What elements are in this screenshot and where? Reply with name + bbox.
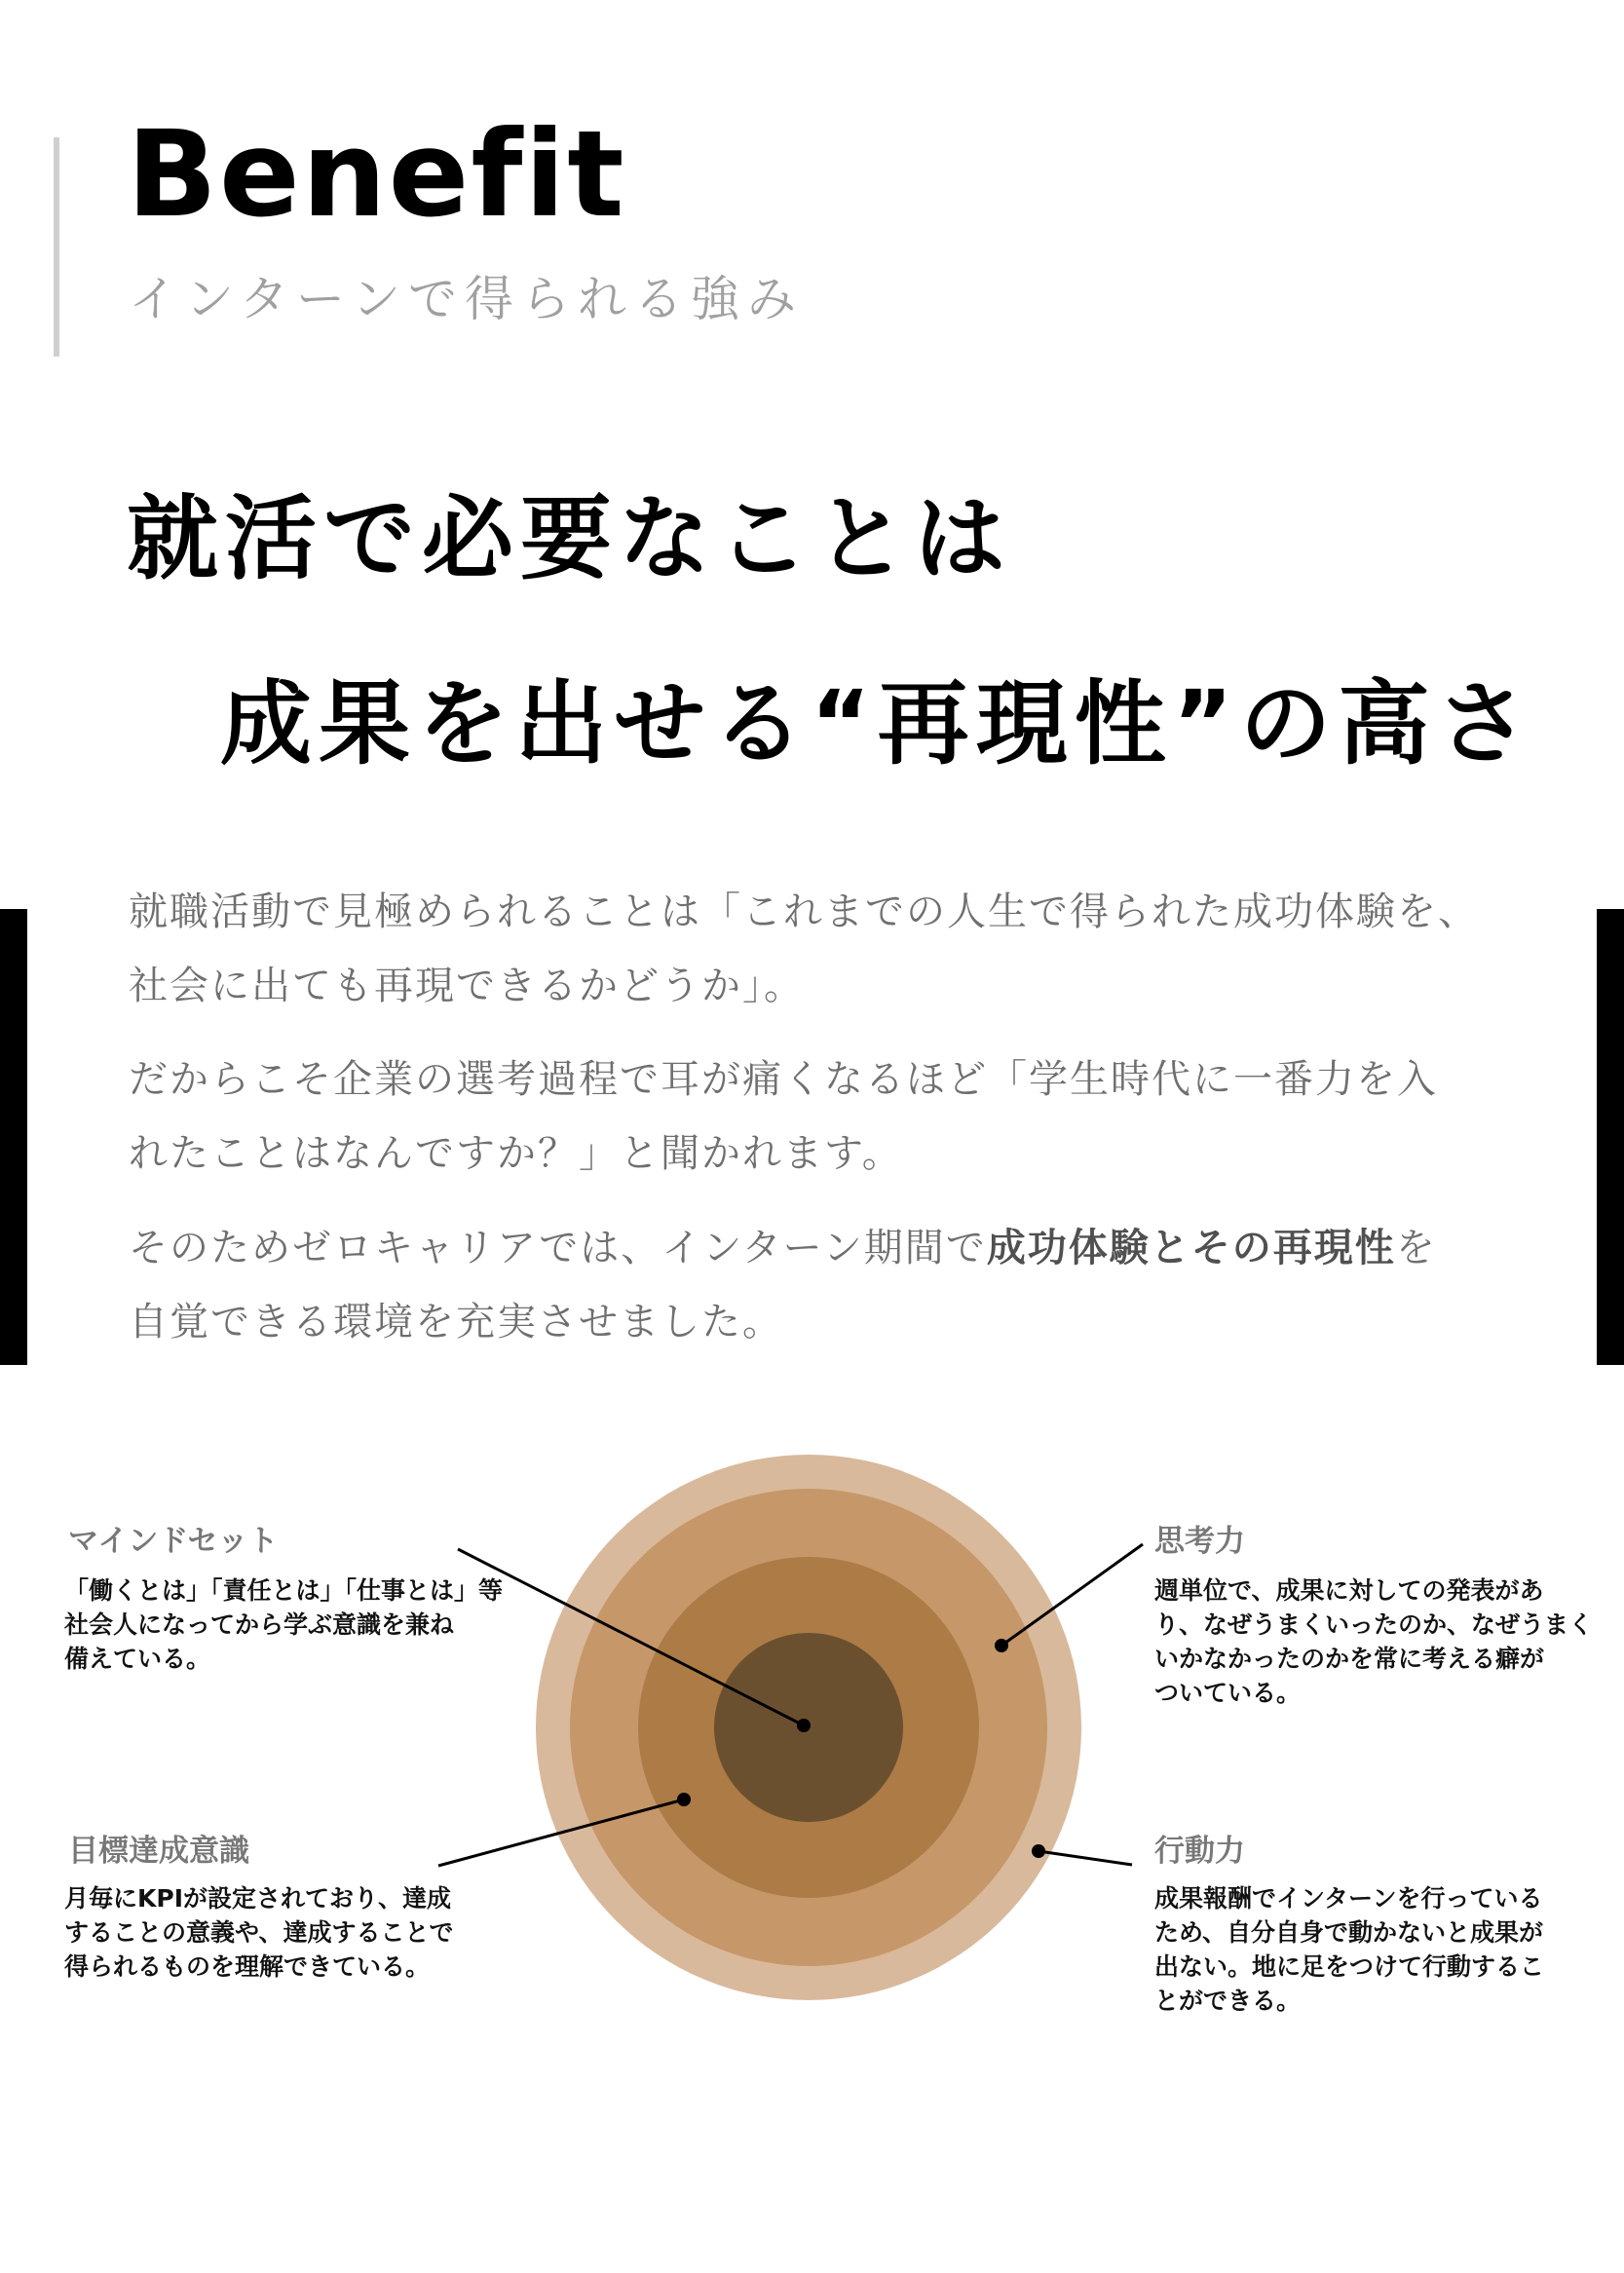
- body-paragraph-3: [129, 1211, 1512, 1359]
- paragraph-line: 就職活動で見極められることは「これまでの人生で得られた成功体験を、: [129, 890, 1479, 934]
- paragraph-line: [129, 1211, 1512, 1285]
- desc-line: 月毎にKPIが設定されており、達成: [64, 1884, 451, 1913]
- left-decor-bar: [0, 909, 27, 1365]
- paragraph-line: 社会に出ても再現できるかどうか」。: [129, 964, 805, 1008]
- desc-line: り、なぜうまくいったのか、なぜうまく: [1154, 1610, 1594, 1639]
- paragraph-text: そのためゼロキャリアでは、インターン期間で: [129, 1226, 987, 1270]
- right-decor-bar: [1597, 909, 1624, 1365]
- headline-line-2: 成果を出せる“再現性”の高さ: [220, 671, 1535, 777]
- connector-dot-thinking: [995, 1639, 1008, 1652]
- label-mindset-desc: [64, 1573, 503, 1676]
- desc-line: 得られるものを理解できている。: [64, 1952, 431, 1981]
- body-paragraph-2: [129, 1042, 1512, 1191]
- desc-line: いかなかったのかを常に考える癖が: [1154, 1645, 1545, 1673]
- label-thinking-title: 思考力: [1154, 1524, 1245, 1559]
- page-subtitle: インターンで得られる強み: [129, 271, 804, 327]
- title-accent-bar: [54, 137, 59, 357]
- label-action-title: 行動力: [1154, 1834, 1245, 1869]
- paragraph-line: れたことはなんですか？」と聞かれます。: [129, 1131, 903, 1176]
- paragraph-line: だからこそ企業の選考過程で耳が痛くなるほど「学生時代に一番力を入: [129, 1057, 1438, 1102]
- desc-line: することの意義や、達成することで: [64, 1918, 454, 1947]
- desc-line: 社会人になってから学ぶ意識を兼ね: [64, 1610, 455, 1639]
- desc-line: ため、自分自身で動かないと成果が: [1154, 1918, 1544, 1947]
- desc-line: 出ない。地に足をつけて行動するこ: [1154, 1952, 1545, 1981]
- connector-dot-action: [1032, 1844, 1045, 1858]
- body-paragraph-1: [129, 875, 1512, 1023]
- desc-line: 備えている。: [64, 1645, 211, 1673]
- desc-line: 成果報酬でインターンを行っている: [1154, 1884, 1543, 1913]
- desc-line: とができる。: [1154, 1987, 1302, 2015]
- headline-line-1: 就活で必要なことは: [127, 486, 1013, 592]
- desc-line: 「働くとは」「責任とは」「仕事とは」等: [64, 1576, 504, 1605]
- connector-action: [1039, 1851, 1132, 1865]
- connector-dot-goal: [677, 1793, 691, 1806]
- paragraph-text: を: [1395, 1226, 1437, 1270]
- desc-line: ついている。: [1154, 1679, 1302, 1707]
- connector-dot-mindset: [797, 1719, 811, 1732]
- paragraph-line: 自覚できる環境を充実させました。: [129, 1300, 783, 1345]
- label-goal-desc: [64, 1881, 454, 1984]
- emphasis-text: 成功体験とその再現性: [986, 1226, 1396, 1270]
- label-goal-title: 目標達成意識: [68, 1834, 249, 1869]
- page-title: Benefit: [127, 105, 626, 244]
- desc-line: 週単位で、成果に対しての発表があ: [1154, 1576, 1544, 1605]
- label-thinking-desc: [1154, 1573, 1593, 1710]
- label-mindset-title: マインドセット: [68, 1524, 279, 1559]
- label-action-desc: [1154, 1881, 1544, 2018]
